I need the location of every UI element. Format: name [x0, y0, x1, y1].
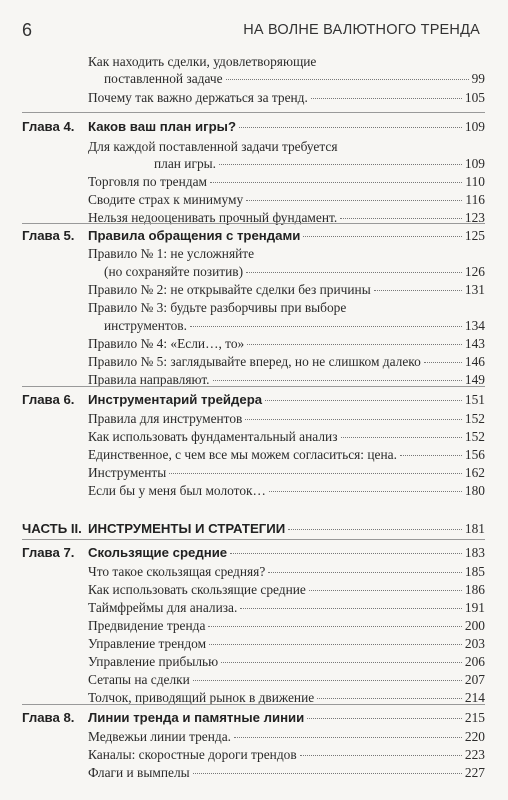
dot-leader — [265, 400, 462, 401]
toc-entry[interactable] — [88, 564, 485, 580]
toc-entry[interactable] — [88, 672, 485, 688]
toc-entry[interactable] — [88, 654, 485, 670]
toc-entry-title: Правила направляют. — [88, 372, 210, 387]
toc-entry[interactable] — [88, 582, 485, 598]
chapter-heading[interactable] — [88, 228, 485, 244]
chapter-title: Инструментарий трейдера — [88, 392, 263, 407]
toc-entry-title: Как использовать фундаментальный анализ — [88, 429, 338, 444]
toc-entry[interactable] — [88, 336, 485, 352]
toc-entry-page: 223 — [464, 747, 485, 762]
chapter-label: Глава 4. — [22, 119, 75, 134]
chapter-label: Глава 5. — [22, 228, 75, 243]
chapter-title: Скользящие средние — [88, 545, 228, 560]
toc-entry[interactable] — [104, 318, 485, 334]
toc-entry-line: Правило № 3: будьте разборчивы при выборе — [88, 300, 347, 315]
dot-leader — [245, 419, 462, 420]
part-label: ЧАСТЬ II. — [22, 521, 82, 536]
dot-leader — [269, 491, 462, 492]
dot-leader — [226, 79, 469, 80]
chapter-title: Правила обращения с трендами — [88, 228, 301, 243]
dot-leader — [240, 608, 462, 609]
dot-leader — [209, 644, 462, 645]
dot-leader — [307, 718, 462, 719]
chapter-heading[interactable] — [88, 545, 485, 561]
toc-entry-page: 214 — [464, 690, 485, 705]
toc-entry-title: Правило № 5: заглядывайте вперед, но не слишком далеко — [88, 354, 421, 369]
toc-entry-title: Предвидение тренда — [88, 618, 206, 633]
chapter-label: Глава 7. — [22, 545, 75, 560]
toc-entry-title: Почему так важно держаться за тренд. — [88, 90, 308, 105]
dot-leader — [340, 218, 462, 219]
chapter-page: 183 — [464, 545, 485, 560]
toc-entry[interactable] — [88, 747, 485, 763]
divider — [22, 112, 485, 113]
toc-entry-page: 131 — [464, 282, 485, 297]
toc-entry-page: 200 — [464, 618, 485, 633]
dot-leader — [230, 553, 462, 554]
dot-leader — [169, 473, 462, 474]
toc-entry-title: Флаги и вымпелы — [88, 765, 190, 780]
toc-entry-page: 149 — [464, 372, 485, 387]
toc-entry-title: Сводите страх к минимуму — [88, 192, 244, 207]
dot-leader — [374, 290, 462, 291]
toc-entry-title: Таймфреймы для анализа. — [88, 600, 238, 615]
dot-leader — [247, 344, 462, 345]
toc-entry[interactable] — [88, 600, 485, 616]
dot-leader — [303, 236, 462, 237]
toc-entry-page: 152 — [464, 429, 485, 444]
toc-entry-title: Единственное, с чем все мы можем согласиться: цена. — [88, 447, 397, 462]
divider — [22, 704, 485, 705]
dot-leader — [213, 380, 462, 381]
toc-entry-page: 206 — [464, 654, 485, 669]
toc-entry-title: Правило № 4: «Если…, то» — [88, 336, 245, 351]
toc-entry-page: 152 — [464, 411, 485, 426]
toc-entry-page: 203 — [464, 636, 485, 651]
toc-entry-page: 105 — [464, 90, 485, 105]
dot-leader — [268, 572, 462, 573]
divider — [22, 223, 485, 224]
chapter-page: 125 — [464, 228, 485, 243]
toc-entry[interactable] — [88, 411, 485, 427]
toc-entry[interactable] — [88, 429, 485, 445]
dot-leader — [193, 773, 462, 774]
dot-leader — [424, 362, 462, 363]
dot-leader — [317, 698, 462, 699]
toc-entry-title: Нельзя недооценивать прочный фундамент. — [88, 210, 338, 225]
toc-entry[interactable] — [88, 282, 485, 298]
toc-entry-page: 220 — [464, 729, 485, 744]
chapter-title: Каков ваш план игры? — [88, 119, 236, 134]
dot-leader — [210, 182, 462, 183]
chapter-label: Глава 6. — [22, 392, 75, 407]
toc-entry-title: Как использовать скользящие средние — [88, 582, 306, 597]
toc-entry[interactable] — [88, 447, 485, 463]
chapter-heading[interactable] — [88, 119, 485, 135]
chapter-heading[interactable] — [88, 710, 485, 726]
toc-entry-page: 123 — [464, 210, 485, 225]
toc-entry-page: 134 — [464, 318, 485, 333]
chapter-heading[interactable] — [88, 392, 485, 408]
toc-entry[interactable] — [104, 71, 485, 87]
toc-entry-title: Торговля по трендам — [88, 174, 208, 189]
toc-entry-title: Толчок, приводящий рынок в движение — [88, 690, 315, 705]
toc-entry[interactable] — [88, 90, 485, 106]
toc-entry[interactable] — [88, 765, 485, 781]
dot-leader — [219, 164, 462, 165]
toc-entry-page: 146 — [464, 354, 485, 369]
toc-entry-page: 143 — [464, 336, 485, 351]
toc-entry-page: 180 — [464, 483, 485, 498]
dot-leader — [300, 755, 462, 756]
dot-leader — [193, 680, 462, 681]
toc-entry-line: Для каждой поставленной задачи требуется — [88, 139, 338, 154]
toc-entry-page: 185 — [464, 564, 485, 579]
toc-entry-title: (но сохраняйте позитив) — [104, 264, 244, 279]
toc-entry-title: Инструменты — [88, 465, 167, 480]
chapter-title: Линии тренда и памятные линии — [88, 710, 305, 725]
dot-leader — [341, 437, 462, 438]
toc-entry-title: Если бы у меня был молоток… — [88, 483, 266, 498]
toc-entry[interactable] — [88, 174, 485, 190]
toc-entry-title: Правило № 2: не открывайте сделки без причины — [88, 282, 371, 297]
part-heading[interactable] — [88, 521, 485, 537]
toc-entry-page: 99 — [471, 71, 485, 86]
chapter-page: 215 — [464, 710, 485, 725]
toc-entry[interactable] — [154, 156, 485, 172]
toc-entry[interactable] — [88, 618, 485, 634]
toc-entry-title: Что такое скользящая средняя? — [88, 564, 266, 579]
toc-entry-page: 207 — [464, 672, 485, 687]
toc-entry-page: 227 — [464, 765, 485, 780]
toc-entry-page: 126 — [464, 264, 485, 279]
part-page: 181 — [464, 521, 485, 536]
dot-leader — [311, 98, 462, 99]
part-title: ИНСТРУМЕНТЫ И СТРАТЕГИИ — [88, 521, 286, 536]
toc-entry-title: Правила для инструментов — [88, 411, 243, 426]
toc-entry-title: Медвежьи линии тренда. — [88, 729, 231, 744]
toc-entry[interactable] — [88, 192, 485, 208]
page-number: 6 — [22, 20, 33, 40]
dot-leader — [246, 200, 462, 201]
toc-entry-line: Правило № 1: не усложняйте — [88, 246, 255, 261]
toc-entry[interactable] — [88, 354, 485, 370]
running-title: НА ВОЛНЕ ВАЛЮТНОГО ТРЕНДА — [243, 22, 480, 38]
dot-leader — [400, 455, 462, 456]
dot-leader — [309, 590, 462, 591]
divider — [22, 539, 485, 540]
divider — [22, 386, 485, 387]
toc-entry-title: Каналы: скоростные дороги трендов — [88, 747, 297, 762]
toc-entry-title: Управление трендом — [88, 636, 207, 651]
toc-entry-page: 162 — [464, 465, 485, 480]
toc-entry-page: 156 — [464, 447, 485, 462]
toc-entry-title: поставленной задаче — [104, 71, 223, 86]
dot-leader — [208, 626, 462, 627]
toc-entry-page: 116 — [465, 192, 485, 207]
dot-leader — [246, 272, 462, 273]
dot-leader — [221, 662, 462, 663]
toc-entry-page: 110 — [465, 174, 485, 189]
toc-entry-page: 191 — [464, 600, 485, 615]
toc-entry-title: инструментов. — [104, 318, 187, 333]
toc-entry-line: Как находить сделки, удовлетворяющие — [88, 54, 317, 69]
dot-leader — [288, 529, 462, 530]
toc-entry-page: 109 — [464, 156, 485, 171]
dot-leader — [190, 326, 462, 327]
toc-entry-title: Управление прибылью — [88, 654, 219, 669]
chapter-page: 151 — [464, 392, 485, 407]
dot-leader — [239, 127, 462, 128]
dot-leader — [234, 737, 462, 738]
chapter-page: 109 — [464, 119, 485, 134]
toc-entry-title: план игры. — [154, 156, 217, 171]
chapter-label: Глава 8. — [22, 710, 75, 725]
toc-entry[interactable] — [88, 729, 485, 745]
toc-entry-title: Сетапы на сделки — [88, 672, 190, 687]
toc-entry[interactable] — [104, 264, 485, 280]
toc-entry[interactable] — [88, 483, 485, 499]
toc-entry[interactable] — [88, 465, 485, 481]
toc-entry[interactable] — [88, 636, 485, 652]
toc-entry-page: 186 — [464, 582, 485, 597]
